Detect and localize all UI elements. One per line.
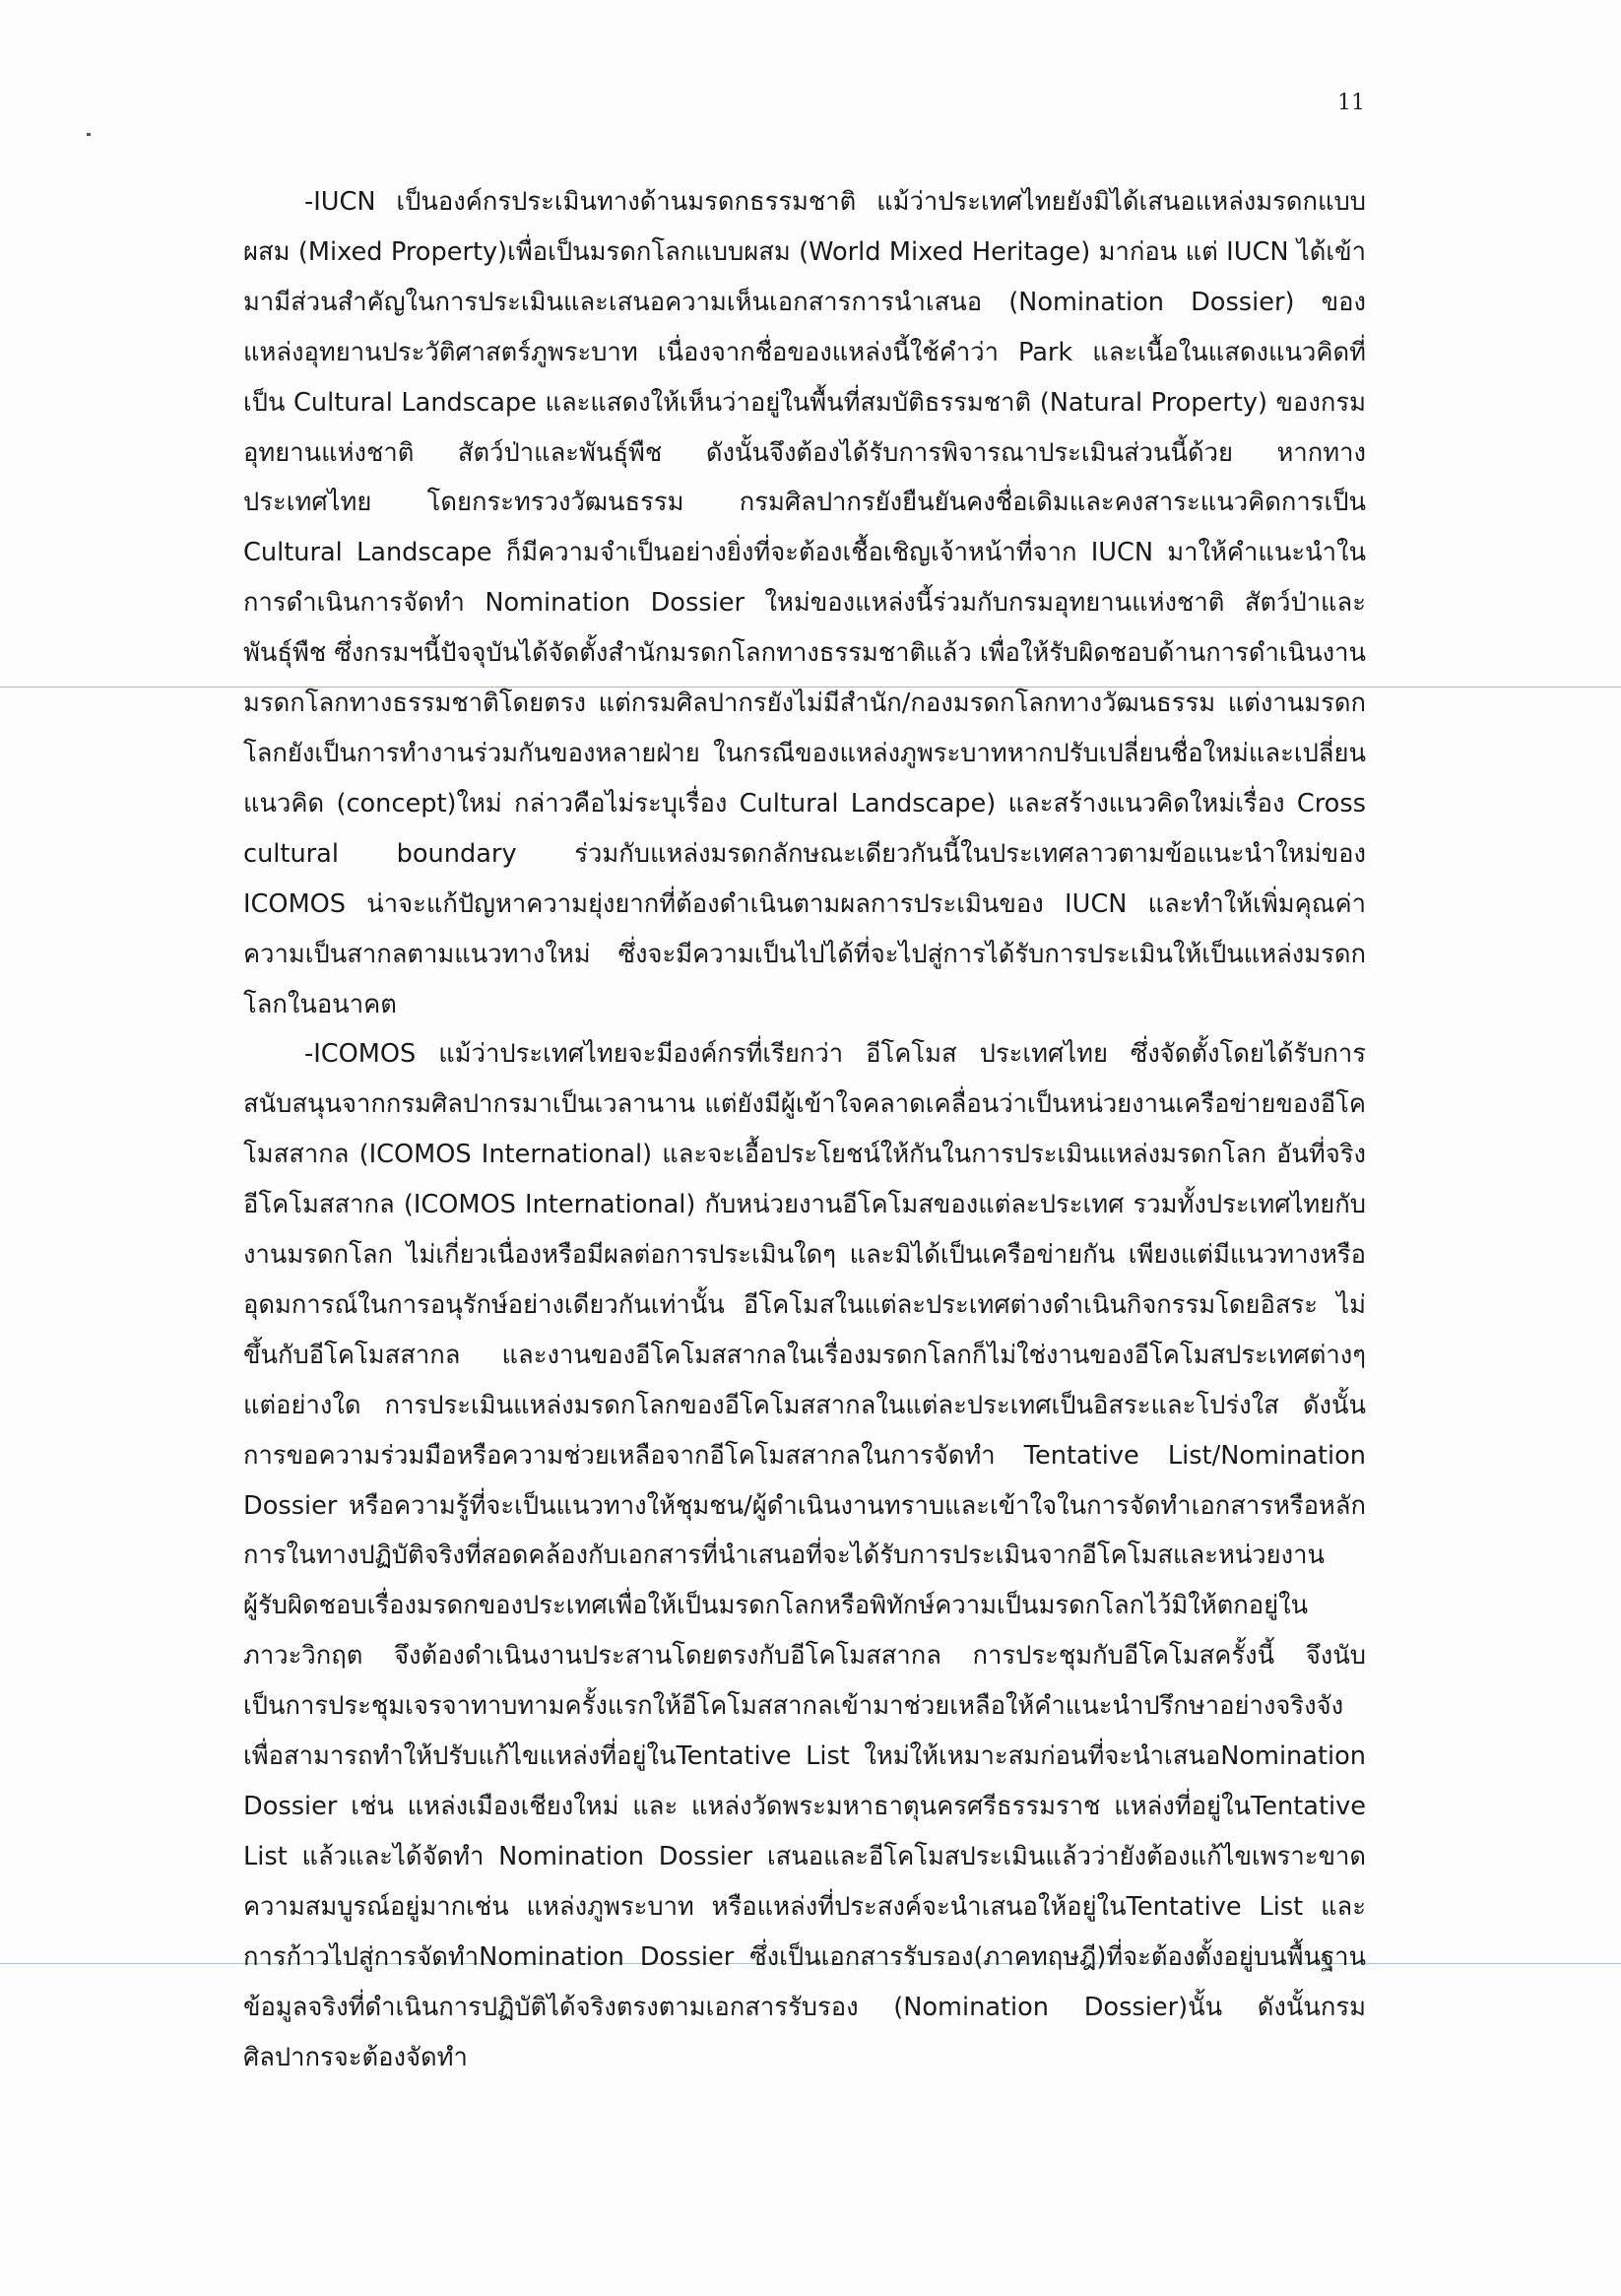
body-text [243,177,1366,2082]
paragraph-iucn: -IUCN เป็นองค์กรประเมินทางด้านมรดกธรรมชาติ แม้ว่าประเทศไทยยังมิได้เสนอแหล่งมรดกแบบผสม (Mixed Property)เพื่อเป็นมรดกโลกแบบผสม (World Mixed Heritage) มาก่อน แต่ IUCN ได้เข้ามามีส่วนสำคัญในการประเมินและเสนอความเห็นเอกสารการนำเสนอ (Nomination Dossier) ของแหล่งอุทยานประวัติศาสตร์ภูพระบาท เนื่องจากชื่อของแหล่งนี้ใช้คำว่า Park และเนื้อในแสดงแนวคิดที่เป็น Cultural Landscape และแสดงให้เห็นว่าอยู่ในพื้นที่สมบัติธรรมชาติ (Natural Property) ของกรมอุทยานแห่งชาติ สัตว์ป่าและพันธุ์พืช ดังนั้นจึงต้องได้รับการพิจารณาประเมินส่วนนี้ด้วย หากทางประเทศไทย โดยกระทรวงวัฒนธรรม กรมศิลปากรยังยืนยันคงชื่อเดิมและคงสาระแนวคิดการเป็น Cultural Landscape ก็มีความจำเป็นอย่างยิ่งที่จะต้องเชื้อเชิญเจ้าหน้าที่จาก IUCN มาให้คำแนะนำในการดำเนินการจัดทำ Nomination Dossier ใหม่ของแหล่งนี้ร่วมกับกรมอุทยานแห่งชาติ สัตว์ป่าและพันธุ์พืช ซึ่งกรมฯนี้ปัจจุบันได้จัดตั้งสำนักมรดกโลกทางธรรมชาติแล้ว เพื่อให้รับผิดชอบด้านการดำเนินงานมรดกโลกทางธรรมชาติโดยตรง แต่กรมศิลปากรยังไม่มีสำนัก/กองมรดกโลกทางวัฒนธรรม แต่งานมรดกโลกยังเป็นการทำงานร่วมกันของหลายฝ่าย ในกรณีของแหล่งภูพระบาทหากปรับเปลี่ยนชื่อใหม่และเปลี่ยนแนวคิด (concept)ใหม่ กล่าวคือไม่ระบุเรื่อง Cultural Landscape) และสร้างแนวคิดใหม่เรื่อง Cross cultural boundary ร่วมกับแหล่งมรดกลักษณะเดียวกันนี้ในประเทศลาวตามข้อแนะนำใหม่ของ ICOMOS น่าจะแก้ปัญหาความยุ่งยากที่ต้องดำเนินตามผลการประเมินของ IUCN และทำให้เพิ่มคุณค่าความเป็นสากลตามแนวทางใหม่ ซึ่งจะมีความเป็นไปได้ที่จะไปสู่การได้รับการประเมินให้เป็นแหล่งมรดกโลกในอนาคต [243,187,1366,1019]
scan-artifact-mark [87,133,91,136]
paragraph-icomos: -ICOMOS แม้ว่าประเทศไทยจะมีองค์กรที่เรียกว่า อีโคโมส ประเทศไทย ซึ่งจัดตั้งโดยได้รับการสนับสนุนจากกรมศิลปากรมาเป็นเวลานาน แต่ยังมีผู้เข้าใจคลาดเคลื่อนว่าเป็นหน่วยงานเครือข่ายของอีโคโมสสากล (ICOMOS International) และจะเอื้อประโยชน์ให้กันในการประเมินแหล่งมรดกโลก อันที่จริงอีโคโมสสากล (ICOMOS International) กับหน่วยงานอีโคโมสของแต่ละประเทศ รวมทั้งประเทศไทยกับงานมรดกโลก ไม่เกี่ยวเนื่องหรือมีผลต่อการประเมินใดๆ และมิได้เป็นเครือข่ายกัน เพียงแต่มีแนวทางหรืออุดมการณ์ในการอนุรักษ์อย่างเดียวกันเท่านั้น อีโคโมสในแต่ละประเทศต่างดำเนินกิจกรรมโดยอิสระ ไม่ขึ้นกับอีโคโมสสากล และงานของอีโคโมสสากลในเรื่องมรดกโลกก็ไม่ใช่งานของอีโคโมสประเทศต่างๆ แต่อย่างใด การประเมินแหล่งมรดกโลกของอีโคโมสสากลในแต่ละประเทศเป็นอิสระและโปร่งใส ดังนั้นการขอความร่วมมือหรือความช่วยเหลือจากอีโคโมสสากลในการจัดทำ Tentative List/Nomination Dossier หรือความรู้ที่จะเป็นแนวทางให้ชุมชน/ผู้ดำเนินงานทราบและเข้าใจในการจัดทำเอกสารหรือหลักการในทางปฏิบัติจริงที่สอดคล้องกับเอกสารที่นำเสนอที่จะได้รับการประเมินจากอีโคโมสและหน่วยงานผู้รับผิดชอบเรื่องมรดกของประเทศเพื่อให้เป็นมรดกโลกหรือพิทักษ์ความเป็นมรดกโลกไว้มิให้ตกอยู่ในภาวะวิกฤต จึงต้องดำเนินงานประสานโดยตรงกับอีโคโมสสากล การประชุมกับอีโคโมสครั้งนี้ จึงนับเป็นการประชุมเจรจาทาบทามครั้งแรกให้อีโคโมสสากลเข้ามาช่วยเหลือให้คำแนะนำปรึกษาอย่างจริงจังเพื่อสามารถทำให้ปรับแก้ไขแหล่งที่อยู่ในTentative List ใหม่ให้เหมาะสมก่อนที่จะนำเสนอNomination Dossier เช่น แหล่งเมืองเชียงใหม่ และ แหล่งวัดพระมหาธาตุนครศรีธรรมราช แหล่งที่อยู่ในTentative List แล้วและได้จัดทำ Nomination Dossier เสนอและอีโคโมสประเมินแล้วว่ายังต้องแก้ไขเพราะขาดความสมบูรณ์อยู่มากเช่น แหล่งภูพระบาท หรือแหล่งที่ประสงค์จะนำเสนอให้อยู่ในTentative List และการก้าวไปสู่การจัดทำNomination Dossier ซึ่งเป็นเอกสารรับรอง(ภาคทฤษฎี)ที่จะต้องตั้งอยู่บนพื้นฐานข้อมูลจริงที่ดำเนินการปฏิบัติได้จริงตรงตามเอกสารรับรอง (Nomination Dossier)นั้น ดังนั้นกรมศิลปากรจะต้องจัดทำ [243,1039,1366,2072]
page-number: 11 [1337,91,1365,115]
